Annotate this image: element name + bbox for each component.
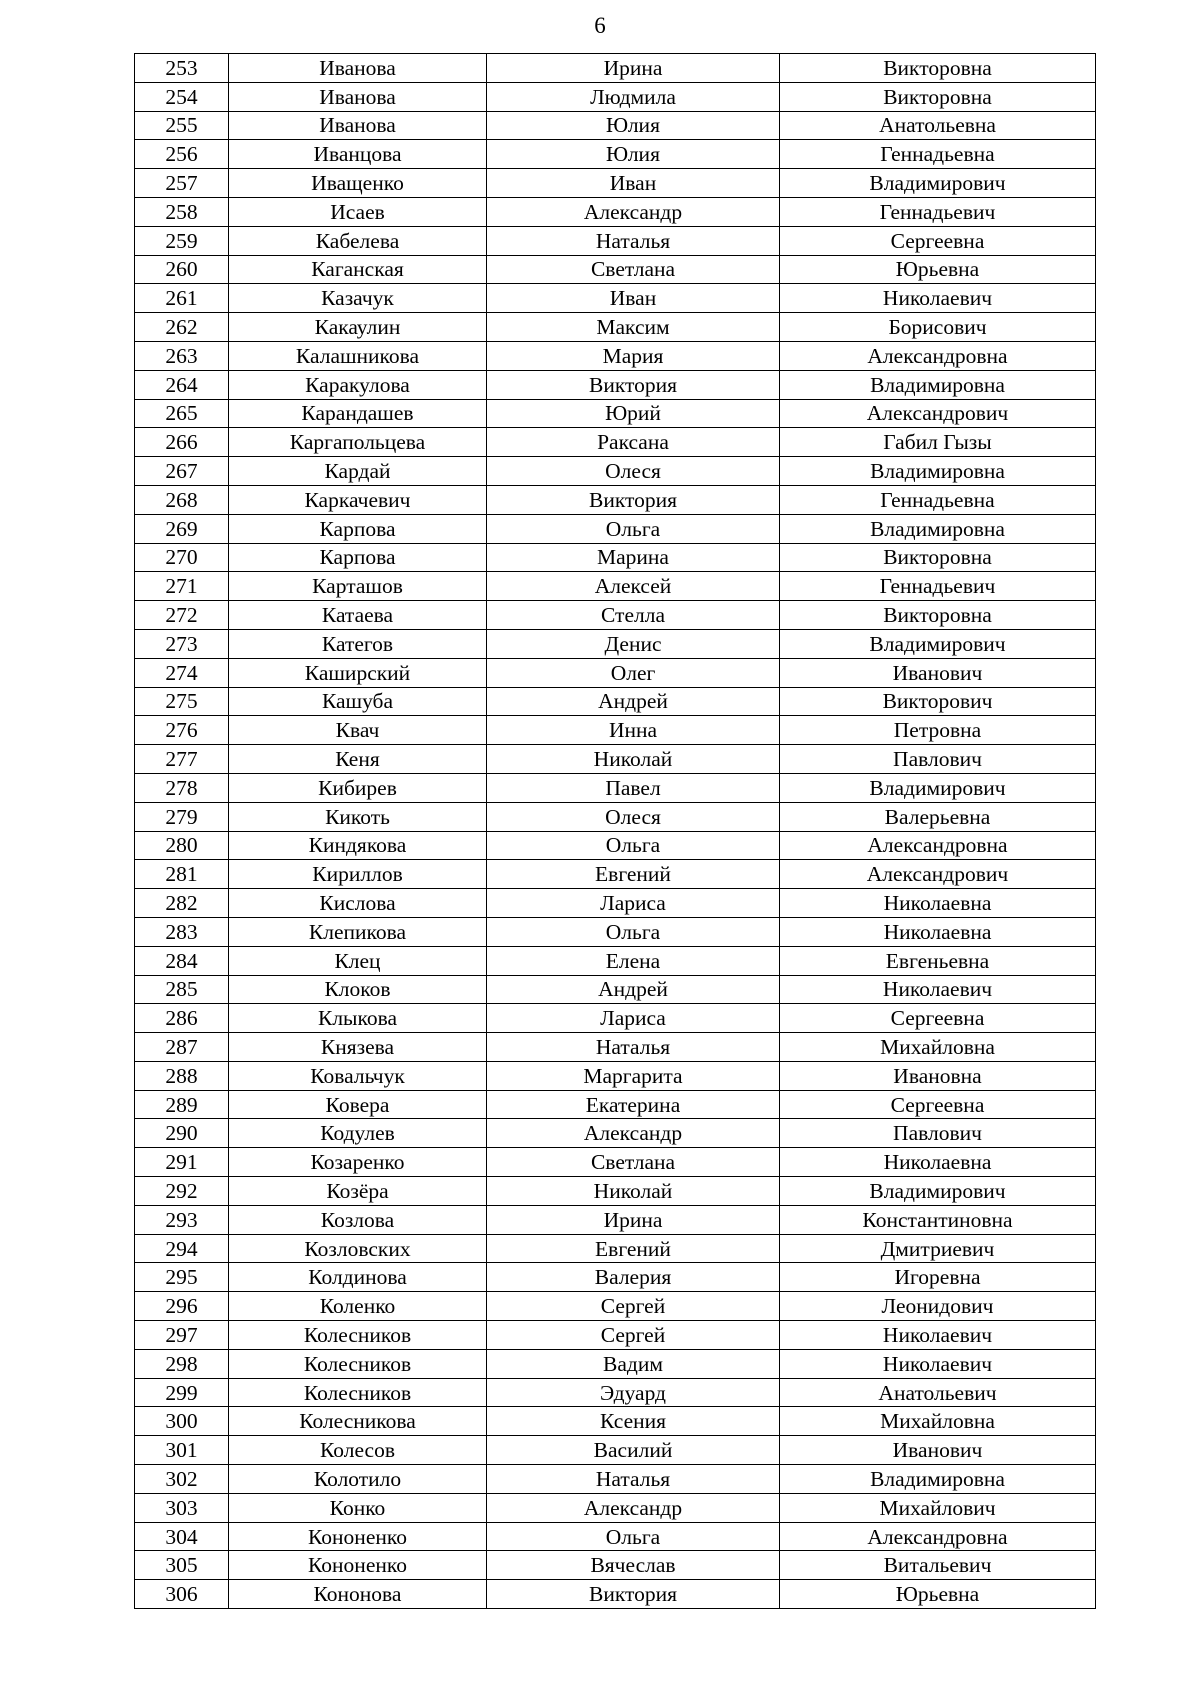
row-number-cell: 263 [135,341,229,370]
patronymic-cell: Александрович [780,860,1096,889]
row-number-cell: 305 [135,1551,229,1580]
patronymic-cell: Анатольевич [780,1378,1096,1407]
last-name-cell: Кикоть [229,802,487,831]
first-name-cell: Раксана [487,428,780,457]
table-row [135,341,1096,370]
last-name-cell: Кононова [229,1580,487,1609]
last-name-cell: Каргапольцева [229,428,487,457]
table-row [135,773,1096,802]
patronymic-cell: Александровна [780,1522,1096,1551]
table-row [135,629,1096,658]
row-number-cell: 288 [135,1061,229,1090]
patronymic-cell: Михайловна [780,1033,1096,1062]
last-name-cell: Каширский [229,658,487,687]
table-row [135,1436,1096,1465]
patronymic-cell: Александрович [780,399,1096,428]
patronymic-cell: Михайлович [780,1493,1096,1522]
first-name-cell: Ольга [487,1522,780,1551]
roster-table-body [135,54,1096,1609]
first-name-cell: Павел [487,773,780,802]
first-name-cell: Евгений [487,860,780,889]
table-row [135,917,1096,946]
first-name-cell: Марина [487,543,780,572]
last-name-cell: Иващенко [229,169,487,198]
table-row [135,1234,1096,1263]
last-name-cell: Кононенко [229,1551,487,1580]
first-name-cell: Алексей [487,572,780,601]
first-name-cell: Виктория [487,1580,780,1609]
patronymic-cell: Викторовна [780,543,1096,572]
row-number-cell: 264 [135,370,229,399]
patronymic-cell: Леонидович [780,1292,1096,1321]
patronymic-cell: Геннадьевич [780,197,1096,226]
last-name-cell: Клоков [229,975,487,1004]
first-name-cell: Эдуард [487,1378,780,1407]
first-name-cell: Светлана [487,255,780,284]
table-row [135,1061,1096,1090]
table-row [135,140,1096,169]
table-row [135,716,1096,745]
table-row [135,1580,1096,1609]
table-row [135,1321,1096,1350]
first-name-cell: Стелла [487,601,780,630]
row-number-cell: 283 [135,917,229,946]
patronymic-cell: Анатольевна [780,111,1096,140]
first-name-cell: Вячеслав [487,1551,780,1580]
first-name-cell: Максим [487,313,780,342]
row-number-cell: 258 [135,197,229,226]
last-name-cell: Карандашев [229,399,487,428]
last-name-cell: Колесников [229,1378,487,1407]
last-name-cell: Кислова [229,889,487,918]
row-number-cell: 279 [135,802,229,831]
table-row [135,370,1096,399]
first-name-cell: Екатерина [487,1090,780,1119]
row-number-cell: 265 [135,399,229,428]
patronymic-cell: Владимирович [780,773,1096,802]
patronymic-cell: Николаевич [780,284,1096,313]
last-name-cell: Козловских [229,1234,487,1263]
first-name-cell: Александр [487,197,780,226]
row-number-cell: 268 [135,485,229,514]
row-number-cell: 274 [135,658,229,687]
first-name-cell: Иван [487,169,780,198]
row-number-cell: 280 [135,831,229,860]
first-name-cell: Валерия [487,1263,780,1292]
patronymic-cell: Викторовна [780,601,1096,630]
last-name-cell: Кашуба [229,687,487,716]
patronymic-cell: Николаевич [780,975,1096,1004]
patronymic-cell: Габил Гызы [780,428,1096,457]
patronymic-cell: Владимирович [780,1177,1096,1206]
row-number-cell: 302 [135,1465,229,1494]
patronymic-cell: Сергеевна [780,1004,1096,1033]
row-number-cell: 266 [135,428,229,457]
last-name-cell: Иванова [229,111,487,140]
table-row [135,1148,1096,1177]
page-number: 6 [594,13,606,38]
first-name-cell: Виктория [487,370,780,399]
patronymic-cell: Николаевна [780,917,1096,946]
first-name-cell: Николай [487,745,780,774]
patronymic-cell: Павлович [780,745,1096,774]
table-row [135,1522,1096,1551]
table-row [135,284,1096,313]
last-name-cell: Иванова [229,54,487,83]
last-name-cell: Казачук [229,284,487,313]
first-name-cell: Наталья [487,1465,780,1494]
last-name-cell: Каркачевич [229,485,487,514]
table-row [135,658,1096,687]
table-row [135,1263,1096,1292]
first-name-cell: Олег [487,658,780,687]
last-name-cell: Колотило [229,1465,487,1494]
last-name-cell: Квач [229,716,487,745]
table-row [135,428,1096,457]
last-name-cell: Кононенко [229,1522,487,1551]
patronymic-cell: Иванович [780,1436,1096,1465]
row-number-cell: 272 [135,601,229,630]
patronymic-cell: Владимирович [780,169,1096,198]
roster-table [134,53,1096,1609]
first-name-cell: Ольга [487,917,780,946]
patronymic-cell: Николаевна [780,889,1096,918]
last-name-cell: Категов [229,629,487,658]
first-name-cell: Денис [487,629,780,658]
table-row [135,514,1096,543]
last-name-cell: Кеня [229,745,487,774]
last-name-cell: Калашникова [229,341,487,370]
last-name-cell: Коленко [229,1292,487,1321]
patronymic-cell: Дмитриевич [780,1234,1096,1263]
first-name-cell: Людмила [487,82,780,111]
table-row [135,1119,1096,1148]
first-name-cell: Маргарита [487,1061,780,1090]
table-row [135,687,1096,716]
row-number-cell: 286 [135,1004,229,1033]
patronymic-cell: Николаевич [780,1349,1096,1378]
patronymic-cell: Геннадьевич [780,572,1096,601]
last-name-cell: Кардай [229,457,487,486]
patronymic-cell: Юрьевна [780,255,1096,284]
table-row [135,255,1096,284]
patronymic-cell: Петровна [780,716,1096,745]
row-number-cell: 271 [135,572,229,601]
first-name-cell: Лариса [487,889,780,918]
table-row [135,975,1096,1004]
first-name-cell: Вадим [487,1349,780,1378]
row-number-cell: 261 [135,284,229,313]
last-name-cell: Колесникова [229,1407,487,1436]
row-number-cell: 287 [135,1033,229,1062]
table-row [135,1407,1096,1436]
first-name-cell: Юлия [487,111,780,140]
patronymic-cell: Евгеньевна [780,946,1096,975]
first-name-cell: Лариса [487,1004,780,1033]
row-number-cell: 257 [135,169,229,198]
table-row [135,889,1096,918]
row-number-cell: 254 [135,82,229,111]
table-row [135,1493,1096,1522]
last-name-cell: Колесников [229,1321,487,1350]
row-number-cell: 255 [135,111,229,140]
row-number-cell: 262 [135,313,229,342]
patronymic-cell: Борисович [780,313,1096,342]
table-row [135,572,1096,601]
patronymic-cell: Владимировна [780,370,1096,399]
first-name-cell: Наталья [487,226,780,255]
row-number-cell: 260 [135,255,229,284]
first-name-cell: Евгений [487,1234,780,1263]
row-number-cell: 294 [135,1234,229,1263]
patronymic-cell: Владимирович [780,629,1096,658]
row-number-cell: 298 [135,1349,229,1378]
row-number-cell: 278 [135,773,229,802]
first-name-cell: Олеся [487,802,780,831]
first-name-cell: Андрей [487,975,780,1004]
patronymic-cell: Сергеевна [780,1090,1096,1119]
first-name-cell: Ирина [487,1205,780,1234]
row-number-cell: 300 [135,1407,229,1436]
first-name-cell: Николай [487,1177,780,1206]
patronymic-cell: Николаевич [780,1321,1096,1350]
first-name-cell: Андрей [487,687,780,716]
first-name-cell: Юрий [487,399,780,428]
patronymic-cell: Юрьевна [780,1580,1096,1609]
last-name-cell: Конко [229,1493,487,1522]
table-row [135,313,1096,342]
table-row [135,54,1096,83]
patronymic-cell: Витальевич [780,1551,1096,1580]
row-number-cell: 269 [135,514,229,543]
table-row [135,197,1096,226]
first-name-cell: Сергей [487,1292,780,1321]
table-row [135,82,1096,111]
table-row [135,1551,1096,1580]
table-row [135,111,1096,140]
row-number-cell: 282 [135,889,229,918]
row-number-cell: 284 [135,946,229,975]
last-name-cell: Кодулев [229,1119,487,1148]
patronymic-cell: Сергеевна [780,226,1096,255]
table-row [135,745,1096,774]
last-name-cell: Киндякова [229,831,487,860]
row-number-cell: 293 [135,1205,229,1234]
last-name-cell: Козлова [229,1205,487,1234]
patronymic-cell: Михайловна [780,1407,1096,1436]
row-number-cell: 281 [135,860,229,889]
table-row [135,1090,1096,1119]
first-name-cell: Олеся [487,457,780,486]
row-number-cell: 253 [135,54,229,83]
last-name-cell: Ковера [229,1090,487,1119]
table-row [135,399,1096,428]
table-row [135,831,1096,860]
first-name-cell: Мария [487,341,780,370]
last-name-cell: Какаулин [229,313,487,342]
last-name-cell: Катаева [229,601,487,630]
last-name-cell: Каганская [229,255,487,284]
row-number-cell: 276 [135,716,229,745]
last-name-cell: Колесников [229,1349,487,1378]
last-name-cell: Козёра [229,1177,487,1206]
row-number-cell: 304 [135,1522,229,1551]
last-name-cell: Карташов [229,572,487,601]
table-row [135,457,1096,486]
patronymic-cell: Валерьевна [780,802,1096,831]
patronymic-cell: Геннадьевна [780,140,1096,169]
patronymic-cell: Игоревна [780,1263,1096,1292]
first-name-cell: Иван [487,284,780,313]
row-number-cell: 285 [135,975,229,1004]
table-row [135,485,1096,514]
row-number-cell: 292 [135,1177,229,1206]
last-name-cell: Колдинова [229,1263,487,1292]
row-number-cell: 306 [135,1580,229,1609]
last-name-cell: Кириллов [229,860,487,889]
table-row [135,1465,1096,1494]
first-name-cell: Сергей [487,1321,780,1350]
patronymic-cell: Владимировна [780,457,1096,486]
patronymic-cell: Константиновна [780,1205,1096,1234]
row-number-cell: 270 [135,543,229,572]
last-name-cell: Клец [229,946,487,975]
last-name-cell: Князева [229,1033,487,1062]
last-name-cell: Кибирев [229,773,487,802]
last-name-cell: Иванцова [229,140,487,169]
table-row [135,543,1096,572]
table-row [135,1349,1096,1378]
table-row [135,860,1096,889]
first-name-cell: Наталья [487,1033,780,1062]
table-row [135,802,1096,831]
table-row [135,1292,1096,1321]
table-row [135,946,1096,975]
table-row [135,169,1096,198]
first-name-cell: Юлия [487,140,780,169]
row-number-cell: 259 [135,226,229,255]
row-number-cell: 273 [135,629,229,658]
table-row [135,1177,1096,1206]
patronymic-cell: Александровна [780,341,1096,370]
patronymic-cell: Владимировна [780,514,1096,543]
table-row [135,601,1096,630]
last-name-cell: Карпова [229,543,487,572]
patronymic-cell: Павлович [780,1119,1096,1148]
first-name-cell: Ольга [487,831,780,860]
row-number-cell: 256 [135,140,229,169]
first-name-cell: Инна [487,716,780,745]
row-number-cell: 277 [135,745,229,774]
patronymic-cell: Геннадьевна [780,485,1096,514]
row-number-cell: 301 [135,1436,229,1465]
last-name-cell: Карпова [229,514,487,543]
last-name-cell: Ковальчук [229,1061,487,1090]
last-name-cell: Козаренко [229,1148,487,1177]
first-name-cell: Александр [487,1493,780,1522]
last-name-cell: Иванова [229,82,487,111]
row-number-cell: 267 [135,457,229,486]
patronymic-cell: Викторовна [780,82,1096,111]
row-number-cell: 290 [135,1119,229,1148]
table-row [135,1378,1096,1407]
row-number-cell: 295 [135,1263,229,1292]
row-number-cell: 296 [135,1292,229,1321]
patronymic-cell: Иванович [780,658,1096,687]
first-name-cell: Светлана [487,1148,780,1177]
table-row [135,1004,1096,1033]
first-name-cell: Василий [487,1436,780,1465]
row-number-cell: 303 [135,1493,229,1522]
row-number-cell: 275 [135,687,229,716]
last-name-cell: Кабелева [229,226,487,255]
table-row [135,1033,1096,1062]
row-number-cell: 297 [135,1321,229,1350]
patronymic-cell: Александровна [780,831,1096,860]
last-name-cell: Клыкова [229,1004,487,1033]
patronymic-cell: Викторовна [780,54,1096,83]
first-name-cell: Виктория [487,485,780,514]
last-name-cell: Колесов [229,1436,487,1465]
last-name-cell: Клепикова [229,917,487,946]
patronymic-cell: Николаевна [780,1148,1096,1177]
row-number-cell: 299 [135,1378,229,1407]
last-name-cell: Исаев [229,197,487,226]
patronymic-cell: Викторович [780,687,1096,716]
first-name-cell: Елена [487,946,780,975]
last-name-cell: Каракулова [229,370,487,399]
first-name-cell: Ирина [487,54,780,83]
patronymic-cell: Владимировна [780,1465,1096,1494]
patronymic-cell: Ивановна [780,1061,1096,1090]
first-name-cell: Ксения [487,1407,780,1436]
table-row [135,226,1096,255]
row-number-cell: 291 [135,1148,229,1177]
first-name-cell: Ольга [487,514,780,543]
table-row [135,1205,1096,1234]
first-name-cell: Александр [487,1119,780,1148]
row-number-cell: 289 [135,1090,229,1119]
